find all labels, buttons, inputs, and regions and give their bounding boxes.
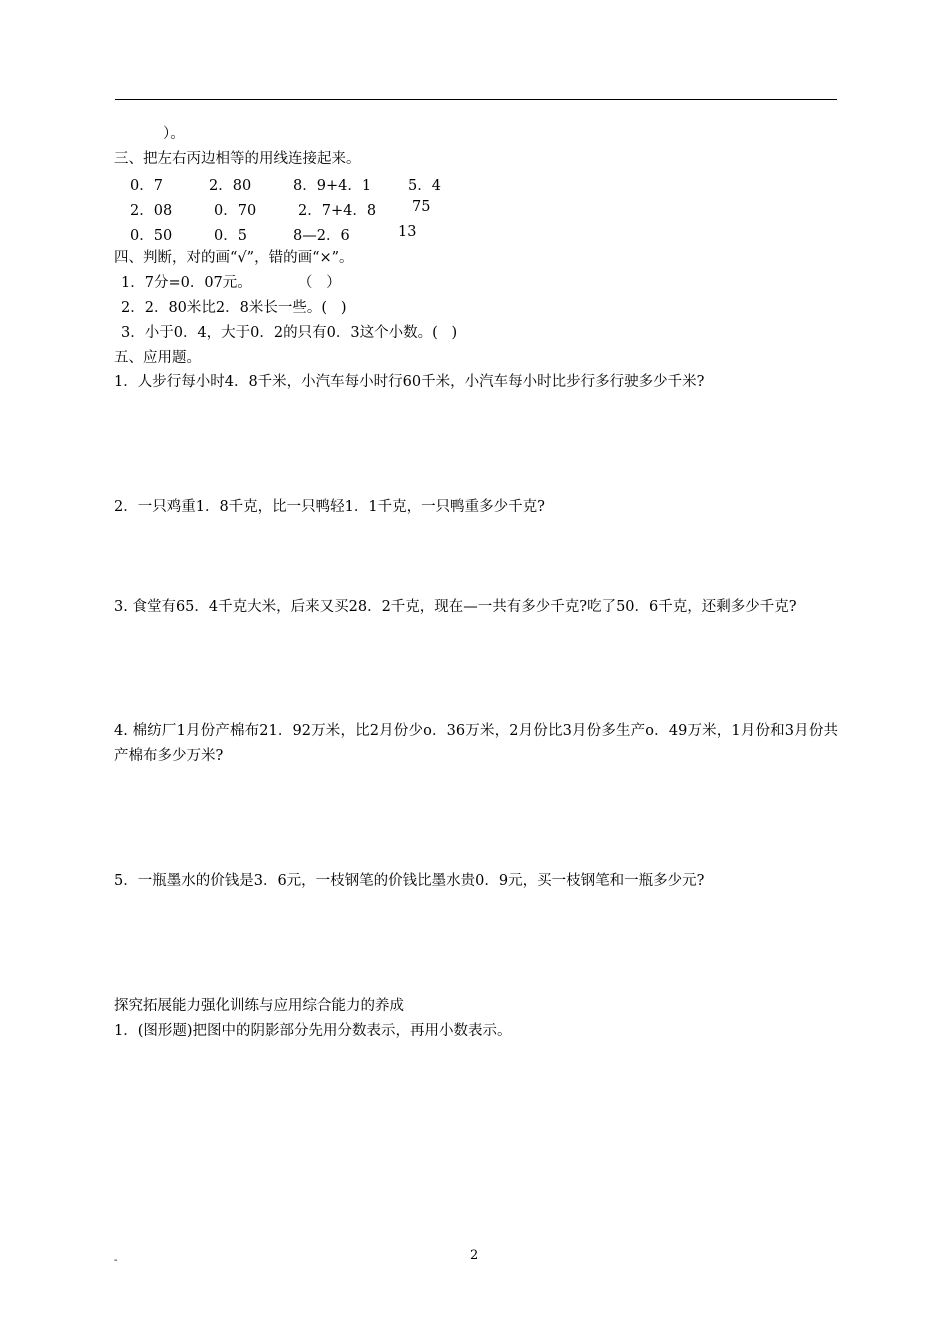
match-cell: 2．80 <box>209 178 252 194</box>
footer-mark: - <box>114 1255 118 1266</box>
extension-item: 1．(图形题)把图中的阴影部分先用分数表示，再用小数表示。 <box>114 1023 512 1039</box>
judgment-item: 3．小于0．4，大于0．2的只有0．3这个小数。( ) <box>121 325 458 341</box>
match-cell: 2．7+4．8 <box>298 203 377 219</box>
word-problem-4: 4. 棉纺厂1月份产棉布21．92万米，比2月份少o．36万米，2月份比3月份多生产o．49万米，1月份和3月份共产棉布多少万米? <box>114 723 838 764</box>
judgment-item: 2．2．80米比2．8米长一些。( ) <box>121 300 347 316</box>
match-cell: 8．9+4．1 <box>293 178 372 194</box>
word-problem-2: 2．一只鸡重1．8千克，比一只鸭轻1．1千克，一只鸭重多少千克? <box>114 499 545 515</box>
match-cell: 0．7 <box>130 178 163 194</box>
extension-title: 探究拓展能力强化训练与应用综合能力的养成 <box>114 998 404 1014</box>
match-cell: 0．5 <box>214 228 247 244</box>
section5-title: 五、应用题。 <box>114 350 201 366</box>
match-cell: 0．70 <box>214 203 257 219</box>
section3-title: 三、把左右丙边相等的用线连接起来。 <box>114 151 361 167</box>
match-cell: 2．08 <box>130 203 173 219</box>
top-fragment: ）。 <box>163 126 185 142</box>
match-cell: 13 <box>398 224 417 240</box>
match-cell: 5．4 <box>408 178 441 194</box>
section4-title: 四、判断，对的画“√”，错的画“×”。 <box>114 250 354 266</box>
word-problem-1: 1．人步行每小时4．8千米，小汽车每小时行60千米，小汽车每小时比步行多行驶多少千米? <box>114 374 705 390</box>
match-cell: 0．50 <box>130 228 173 244</box>
judgment-item: 1．7分=0．07元。 （ ） <box>121 275 341 291</box>
match-cell: 75 <box>412 199 431 215</box>
header-rule <box>115 99 837 100</box>
match-cell: 8—2．6 <box>293 228 350 244</box>
word-problem-3: 3. 食堂有65．4千克大米，后来又买28．2千克，现在—一共有多少千克?吃了50．6千克，还剩多少千克? <box>114 599 797 615</box>
word-problem-5: 5．一瓶墨水的价钱是3．6元，一枝钢笔的价钱比墨水贵0．9元，买一枝钢笔和一瓶多少元? <box>114 873 705 889</box>
page-number: 2 <box>470 1248 479 1263</box>
